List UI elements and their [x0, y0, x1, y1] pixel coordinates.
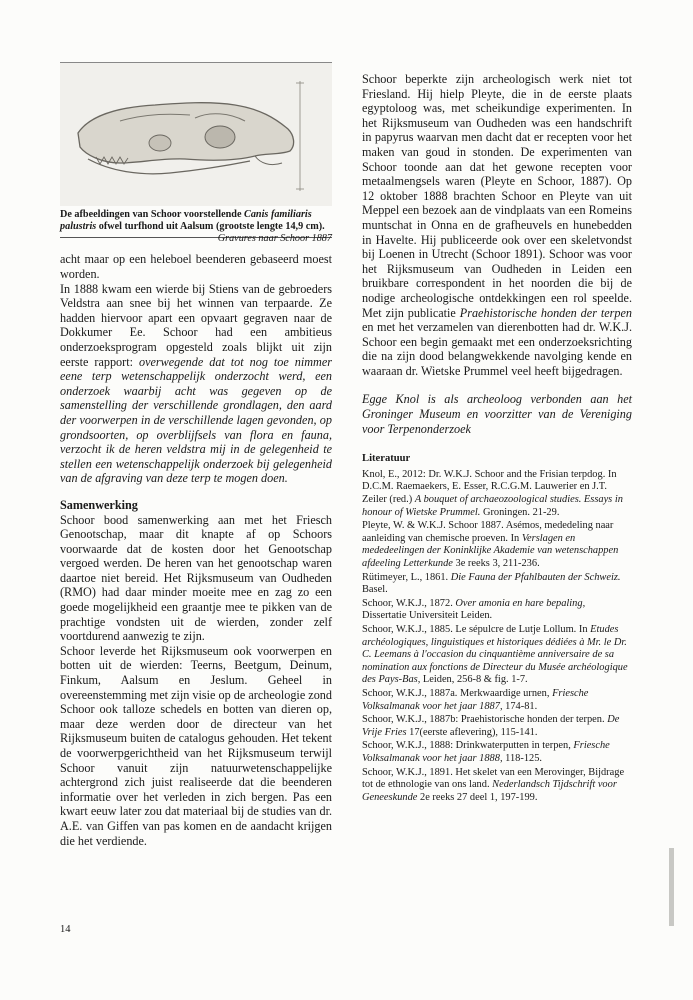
- scan-edge-mark: [669, 848, 674, 926]
- paragraph-5: [362, 72, 632, 378]
- skull-engraving: [60, 62, 332, 206]
- reference-item: [362, 520, 632, 570]
- reference-details: Groningen. 21-29.: [482, 506, 560, 518]
- reference-item: [362, 624, 632, 687]
- reference-title: Verslagen en mededeelingen der Koninklijke Akademie van wetenschappen afdeeling Letterkunde: [362, 532, 619, 569]
- reference-text: Schoor, W.K.J., 1887a. Merkwaardige urnen,: [362, 687, 550, 699]
- reference-text: Knol, E., 2012: Dr. W.K.J. Schoor and the Frisian terpdog. In D.C.M. Raemaekers, E. Esser, R.C.G.M. Lauwerier en J.T. Zeiler (red.): [362, 468, 617, 506]
- reference-text: Schoor, W.K.J., 1891. Het skelet van een Merovinger, Bijdrage tot de ethnologie van ons land.: [362, 766, 625, 791]
- reference-item: [362, 714, 632, 739]
- left-column: [60, 62, 332, 848]
- reference-text: Schoor, W.K.J., 1885. Le sépulcre de Lutje Lollum. In: [362, 623, 588, 635]
- reference-title: Over amonia en hare bepaling,: [455, 597, 586, 609]
- reference-text: Schoor, W.K.J., 1888: Drinkwaterputten in terpen,: [362, 740, 571, 752]
- reference-title: Die Fauna der Pfahlbauten der Schweiz.: [450, 571, 621, 583]
- publication-title: Praehistorische honden der terpen: [459, 305, 632, 320]
- paragraph-5-end: en met het verzamelen van dierenbotten had dr. W.K.J. Schoor een begin gemaakt met een onderzoeksrichting die na zijn dood belangwekkende navolging kende en waaraan dr. Wietske Prummel veel heeft bijgedragen.: [362, 320, 632, 378]
- reference-details: Dissertatie Universiteit Leiden.: [362, 610, 493, 622]
- paragraph-3: Schoor bood samenwerking aan met het Friesch Genootschap, maar dit knapte af op Schoors voorwaarde dat de kosten door het Genootschap vergoed werden. De heren van het genootschap waren daartoe niet bereid. Het Rijksmuseum van Oudheden (RMO) had daar minder moeite mee en zag zo een goede mogelijkheid een graantje mee te pikken van de prachtige vondsten uit de wierden, zonder zelf voortdurend aanwezig te zijn.: [60, 512, 332, 644]
- reference-details: Leiden, 256-8 & fig. 1-7.: [422, 674, 528, 686]
- reference-text: Schoor, W.K.J., 1887b: Praehistorische honden der terpen.: [362, 714, 605, 726]
- paragraph-2: [60, 282, 332, 486]
- reference-details: 118-125.: [505, 752, 542, 764]
- reference-text: Pleyte, W. & W.K.J. Schoor 1887. Asémos, mededeling naar aanleiding van chemische proeven. In: [362, 520, 614, 544]
- reference-title: Friesche Volksalmanak voor het jaar 1887,: [362, 687, 589, 712]
- reference-title: Friesche Volksalmanak voor het jaar 1888,: [362, 740, 610, 764]
- paragraph-2-text: In 1888 kwam een wierde bij Stiens van de gebroeders Veldstra aan snee bij het winnen van terpaarde. Ze hadden hiervoor apart een opvaart gegraven naar de Dokkumer Ee. Schoor had een ambitieus onderzoeksprogram opgesteld zoals blijkt uit zijn eerste rapport:: [60, 281, 332, 369]
- author-note: Egge Knol is als archeoloog verbonden aan het Groninger Museum en voorzitter van de Vereniging voor Terpenonderzoek: [362, 392, 632, 436]
- page-number: 14: [60, 924, 71, 935]
- reference-details: 174-81.: [505, 700, 538, 712]
- reference-title: De Vrije Fries: [362, 714, 620, 738]
- reference-details: Basel.: [362, 584, 388, 596]
- reference-text: Schoor, W.K.J., 1872.: [362, 597, 453, 609]
- caption-credit: Gravures naar Schoor 1887: [217, 233, 332, 245]
- paragraph-2-quote: overwegende dat tot nog toe nimmer eene terp wetenschappelijk onderzocht werd, een onderzoek waarbij acht was gegeven op de samenstelling der verschillende grondlagen, den aard der voorwerpen in de verschillende lagen gevonden, op grondsoorten, op overblijfsels van flora en fauna, verzocht ik de heren veldstra mij in de gelegenheid te stellen een wetenschappelijk onderzoek bij gelegenheid van de afgraving van deze terp te mogen doen.: [60, 354, 333, 486]
- reference-item: [362, 767, 632, 805]
- reference-item: [362, 598, 632, 623]
- paragraph-1: acht maar op een heleboel beenderen gebaseerd moest worden.: [60, 252, 332, 281]
- reference-item: [362, 469, 632, 519]
- dog-skull-illustration: [60, 63, 332, 206]
- reference-item: [362, 572, 632, 597]
- reference-title: A bouquet of archaeozoological studies. Essays in honour of Wietske Prummel.: [362, 494, 623, 518]
- caption-rest: ofwel turfhond uit Aalsum (grootste lengte 14,9 cm).: [98, 221, 325, 233]
- reference-text: Rütimeyer, L., 1861.: [362, 571, 449, 583]
- reference-list: [362, 469, 632, 804]
- reference-details: 2e reeks 27 deel 1, 197-199.: [420, 791, 538, 803]
- reference-item: [362, 740, 632, 765]
- paragraph-4: Schoor leverde het Rijksmuseum ook voorwerpen en botten uit de wierden: Teerns, Beetgum, Deinum, Finkum, Aalsum en Jeslum. Geheel in overeenstemming met zijn visie op de archeologie zond Schoor ook talloze schedels en botten van dieren op, maar deze werden door de directeur van het Rijksmuseum buiten de catalogus gehouden. Het tekent de voorwerpgerichtheid van het Rijksmuseum terwijl Schoor vanuit zijn natuurwetenschappelijke achtergrond zich juist realiseerde dat die beenderen informatie over het verleden in zich bergen. Pas een kwart eeuw later zou dat materiaal bij de studies van dr. A.E. van Giffen van pas komen en de aandacht krijgen die het verdiende.: [60, 643, 332, 848]
- section-heading-samenwerking: Samenwerking: [60, 497, 138, 512]
- literature-heading: Literatuur: [362, 453, 411, 465]
- figure-caption: [60, 209, 332, 245]
- right-column: [362, 72, 632, 805]
- reference-title: Etudes archéologiques, linguistiques et historiques dédiées à Mr. le Dr. C. Leemans à l'occasion du cinquantième anniversaire de sa nomination aux fonctions de Directeur du Musée archéologique des Pays-Bas,: [362, 623, 628, 686]
- caption-species: Canis familiaris palustris: [60, 209, 312, 233]
- reference-details: 17(eerste aflevering), 115-141.: [409, 726, 538, 738]
- reference-title: Nederlandsch Tijdschrift voor Geneeskunde: [362, 779, 617, 803]
- paragraph-5-text: Schoor beperkte zijn archeologisch werk niet tot Friesland. Hij hielp Pleyte, die in de eerste plaats egyptoloog was, met scheikundige experimenten. In het Rijksmuseum van Oudheden was een handschrift in papyrus waarvan men dacht dat er recepten voor het maken van goud in stonden. De experimenten van Schoor toonde aan dat het gewone recepten voor metaalmengsels waren (Pleyte en Schoor, 1887). Op 12 oktober 1888 brachten Schoor en Pleyte van uit Meppel een bezoek aan de vindplaats van een Romeins muntschat in Onna en de grafheuvels en hunebedden in Havelte. Hij publiceerde ook over een skeletvondst bij Loenen in Utrecht (Schoor 1891). Schoor was voor het Rijksmuseum van Oudheden in Leiden een bruikbare correspondent in het noorden die bij de nodige archeologische ontdekkingen een rol speelde. Met zijn publicatie: [362, 72, 632, 320]
- reference-details: 3e reeks 3, 211-236.: [455, 558, 540, 569]
- reference-item: [362, 688, 632, 713]
- caption-lead: De afbeeldingen van Schoor voorstellende: [60, 209, 242, 220]
